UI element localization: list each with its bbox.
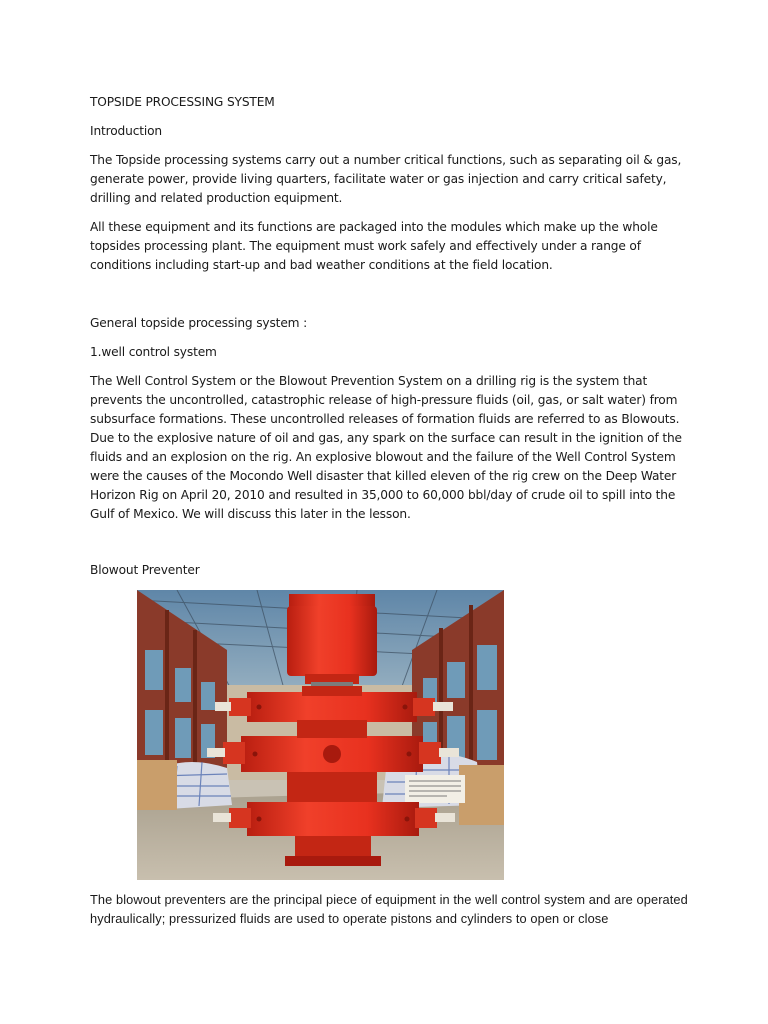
document-title: TOPSIDE PROCESSING SYSTEM xyxy=(90,95,275,109)
well-control-paragraph: The Well Control System or the Blowout Prevention System on a drilling rig is the system that prevents the uncontrolled, catastrophic release of high-pressure fluids (oil, gas, or salt water) from subsurface formations. These uncontrolled releases of formation fluids are referred to as Blowouts. Due to the explosive nature of oil and gas, any spark on the surface can result in the ignition of the fluids and an explosion on the rig. An explosive blowout and the failure of the Well Control System were the causes of the Mocondo Well disaster that killed eleven of the rig crew on the Deep Water Horizon Rig on April 20, 2010 and resulted in 35,000 to 60,000 bbl/day of crude oil to spill into the Gulf of Mexico. We will discuss this later in the lesson. xyxy=(90,374,682,521)
blowout-preventer-heading: Blowout Preventer xyxy=(90,563,200,577)
general-system-heading: General topside processing system : xyxy=(90,316,308,330)
intro-paragraph-1: The Topside processing systems carry out a number critical functions, such as separating oil & gas, generate power, provide living quarters, facilitate water or gas injection and carry critical safety, drilling and related production equipment. xyxy=(90,153,682,205)
intro-paragraph-2: All these equipment and its functions are packaged into the modules which make up the whole topsides processing plant. The equipment must work safely and effectively under a range of conditions including start-up and bad weather conditions at the field location. xyxy=(90,220,658,272)
bop-paragraph: The blowout preventers are the principal piece of equipment in the well control system and are operated hydraulically; pressurized fluids are used to operate pistons and cylinders to open or close xyxy=(90,892,688,926)
well-control-heading: 1.well control system xyxy=(90,345,217,359)
introduction-heading: Introduction xyxy=(90,124,163,138)
blowout-preventer-photo xyxy=(137,590,504,880)
